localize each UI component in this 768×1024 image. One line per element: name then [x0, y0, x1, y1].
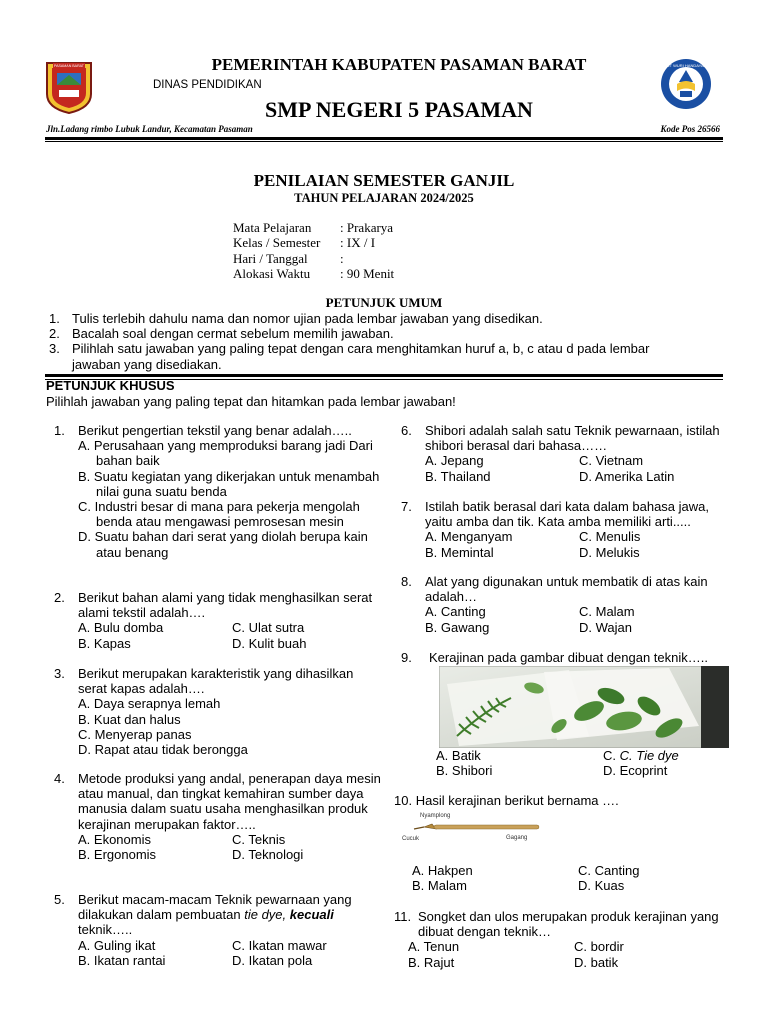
specific-instructions-text: Pilihlah jawaban yang paling tepat dan hitamkan pada lembar jawaban! [46, 394, 456, 409]
logo-left-lettering: PASAMAN BARAT [53, 64, 85, 68]
option-a: A. Jepang [425, 453, 484, 469]
exam-info [233, 220, 394, 281]
question-8: 8. Alat yang digunakan untuk membatik di atas kain adalah… A. Canting C. Malam B. Gawang D. Wajan [401, 574, 731, 635]
option-d: D. Melukis [579, 544, 640, 560]
label-cucuk: Cucuk [402, 836, 420, 842]
option-b: B. Malam [412, 878, 467, 894]
option-c: C. C. Tie dye [603, 748, 679, 763]
option-b: B. Kuat dan halus [78, 711, 181, 727]
option-b: B. Gawang [425, 619, 490, 635]
option-c: C. Ikatan mawar [232, 937, 327, 953]
question-1: 1. Berikut pengertian tekstil yang benar adalah….. A. Perusahaan yang memproduksi barang jadi Dari bahan baik B. Suatu kegiatan yang dikerjakan untuk menambah nilai guna suatu benda C. Industri besar di mana para pekerja mengolah benda atau mengawasi pemrosesan mesin D. Suatu bahan dari serat yang diolah berupa kain atau benang [54, 423, 384, 560]
option-b: B. Rajut [408, 954, 455, 970]
option-a: A. Tenun [408, 939, 460, 955]
question-9: 9. Kerajinan pada gambar dibuat dengan teknik….. [401, 650, 708, 665]
specific-instructions-title: PETUNJUK KHUSUS [46, 378, 175, 393]
list-item: 2. Bacalah soal dengan cermat sebelum memilih jawaban. [49, 326, 394, 342]
option-b: B. Ikatan rantai [78, 952, 166, 968]
government-name: PEMERINTAH KABUPATEN PASAMAN BARAT [211, 55, 587, 74]
info-row-time: Alokasi Waktu : 90 Menit [233, 265, 395, 281]
option-d: D. Kuas [578, 878, 625, 894]
school-name: SMP NEGERI 5 PASAMAN [265, 97, 533, 122]
option-d: D. Ikatan pola [232, 952, 313, 968]
question-9-options [412, 748, 742, 778]
option-d: D. Suatu bahan dari serat yang diolah berupa kain atau benang [78, 529, 368, 560]
option-d: D. Wajan [579, 619, 632, 635]
option-c: C. Menyerap panas [78, 726, 192, 742]
question-11: 11. Songket dan ulos merupakan produk kerajinan yang dibuat dengan teknik… A. Tenun C. bordir B. Rajut D. batik [394, 909, 719, 970]
option-b: B. Thailand [425, 468, 491, 484]
exam-year: TAHUN PELAJARAN 2024/2025 [294, 191, 474, 205]
section-rule-thick [45, 374, 723, 377]
department-name: DINAS PENDIDIKAN [153, 79, 262, 91]
exam-title: PENILAIAN SEMESTER GANJIL [253, 171, 515, 190]
option-d: D. Rapat atau tidak berongga [78, 742, 248, 758]
option-a: A. Guling ikat [78, 937, 156, 953]
option-b: B. Kapas [78, 635, 131, 651]
option-c: C. bordir [574, 939, 624, 955]
option-b: B. Memintal [425, 544, 494, 560]
option-a: A. Hakpen [412, 863, 473, 878]
question-7: 7. Istilah batik berasal dari kata dalam bahasa jawa, yaitu amba dan tik. Kata amba memiliki arti..... A. Menganyam C. Menulis B. Memintal D. Melukis [401, 499, 731, 560]
school-address: Jln.Ladang rimbo Lubuk Landur, Kecamatan Pasaman [46, 124, 253, 134]
option-c: C. Malam [579, 604, 635, 620]
general-instructions-list [46, 311, 686, 372]
option-b: B. Ergonomis [78, 847, 157, 863]
info-row-subject: Mata Pelajaran : Prakarya [233, 220, 394, 235]
option-b: B. Suatu kegiatan yang dikerjakan untuk menambah nilai guna suatu benda [78, 468, 380, 499]
list-item: 3. Pilihlah satu jawaban yang paling tepat dengan cara menghitamkan huruf a, b, c atau d pada lembar jawaban yang disediakan. [49, 341, 650, 372]
option-a: A. Batik [436, 748, 481, 763]
info-row-class: Kelas / Semester : IX / I [233, 235, 376, 251]
option-a: A. Daya serapnya lemah [78, 696, 221, 712]
option-c: C. Vietnam [579, 453, 644, 469]
option-c: C. Teknis [232, 831, 286, 847]
tut-wuri-handayani-logo [660, 58, 712, 110]
header-rule-thin [45, 141, 723, 142]
option-b: B. Shibori [436, 763, 493, 779]
logo-right-lettering: TUT WURI HANDAYANI [664, 63, 708, 68]
postal-code: Kode Pos 26566 [660, 124, 720, 134]
option-c: C. Menulis [579, 529, 641, 545]
question-5: 5. Berikut macam-macam Teknik pewarnaan yang dilakukan dalam pembuatan tie dye, kecuali teknik….. A. Guling ikat C. Ikatan mawar B. Ikatan rantai D. Ikatan pola [54, 892, 384, 968]
option-a: A. Bulu domba [78, 620, 164, 636]
option-a: A. Ekonomis [78, 831, 151, 847]
question-6: 6. Shibori adalah salah satu Teknik pewarnaan, istilah shibori berasal dari bahasa…… A. Jepang C. Vietnam B. Thailand D. Amerika Latin [401, 423, 731, 484]
option-c: C. Industri besar di mana para pekerja mengolah benda atau mengawasi pemrosesan mesin [78, 499, 360, 530]
label-gagang: Gagang [506, 835, 528, 841]
option-d: D. Amerika Latin [579, 468, 675, 484]
option-a: A. Canting [425, 604, 486, 620]
option-a: A. Menganyam [425, 529, 513, 545]
question-10-options [388, 863, 728, 893]
option-a: A. Perusahaan yang memproduksi barang jadi Dari bahan baik [78, 438, 373, 469]
info-row-date: Hari / Tanggal : [233, 250, 344, 266]
question-10: 10. Hasil kerajinan berikut bernama …. [394, 793, 619, 808]
ecoprint-leaf-photo [439, 666, 729, 748]
option-c: C. Canting [578, 863, 640, 878]
list-item: 1. Tulis terlebih dahulu nama dan nomor ujian pada lembar jawaban yang disedikan. [49, 311, 543, 326]
option-c: C. Ulat sutra [232, 620, 305, 636]
option-d: D. batik [574, 954, 619, 970]
general-instructions-title: PETUNJUK UMUM [325, 295, 443, 310]
question-3: 3. Berikut merupakan karakteristik yang dihasilkan serat kapas adalah…. A. Daya serapnya lemah B. Kuat dan halus C. Menyerap panas D. Rapat atau tidak berongga [54, 666, 384, 757]
label-nyamplong: Nyamplong [420, 813, 451, 819]
option-d: D. Teknologi [232, 847, 304, 863]
question-2: 2. Berikut bahan alami yang tidak menghasilkan serat alami tekstil adalah…. A. Bulu domba C. Ulat sutra B. Kapas D. Kulit buah [54, 590, 384, 651]
header-rule-thick [45, 137, 723, 140]
option-d: D. Ecoprint [603, 763, 668, 779]
question-4: 4. Metode produksi yang andal, penerapan daya mesin atau manual, dan tingkat kemahiran sumber daya manusia dalam suatu usaha menghasilkan produk kerajinan merupakan faktor….. A. Ekonomis C. Teknis B. Ergonomis D. Teknologi [54, 771, 384, 862]
option-d: D. Kulit buah [232, 635, 307, 651]
canting-tool-image [402, 810, 542, 842]
